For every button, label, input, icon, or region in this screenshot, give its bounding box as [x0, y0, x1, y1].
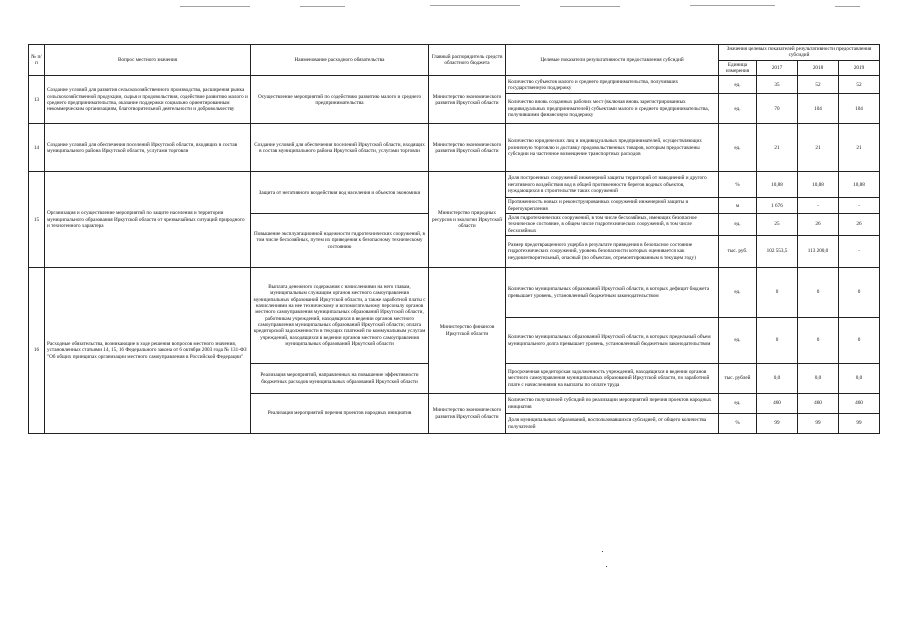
row-number: 15 [29, 172, 45, 268]
row-number: 16 [29, 268, 45, 434]
obligation-cell: Реализация мероприятий перечня проектов народных инициатив [251, 394, 429, 434]
scan-artifact [690, 5, 775, 6]
obligation-cell: Повышение эксплуатационной надежности гидротехнических сооружений, в том числе бесхозяйных, путем их приведения к безопасному техническому состоянию [251, 214, 429, 268]
manager-cell: Министерство экономического развития Иркутской области [429, 76, 506, 124]
value-2019: 0,0 [839, 364, 880, 394]
manager-cell: Министерство природных ресурсов и экологии Иркутской области [429, 172, 506, 268]
scan-artifact [430, 5, 520, 6]
unit-cell: м [719, 198, 757, 214]
indicator-cell: Доля построенных сооружений инженерной защиты территорий от наводнений и другого негативного воздействия вод в общей протяженности берегов водных объектов, нуждающихся в строительстве таких сооружений [506, 172, 719, 198]
value-2018: 113 200,0 [798, 236, 839, 268]
header-unit: Единица измерения [719, 60, 757, 76]
value-2017: 460 [757, 394, 798, 414]
obligation-cell: Осуществление мероприятий по содействию развитию малого и среднего предпринимательства [251, 76, 429, 124]
value-2017: 21 [757, 124, 798, 172]
indicator-cell: Количество муниципальных образований Иркутской области, в которых дефицит бюджета превышает уровень, установленный бюджетным законодательством [506, 268, 719, 318]
indicator-cell: Просроченная кредиторская задолженность учреждений, находящихся в ведении органов местного самоуправления муниципальных образований Иркутской области, по заработной плате с начислениями на выплаты по оплате труда [506, 364, 719, 394]
header-year-2019: 2019 [839, 60, 880, 76]
table-row [29, 268, 880, 318]
header-values-group: Значения целевых показателей результативности предоставления субсидий [719, 45, 880, 61]
manager-cell: Министерство финансов Иркутской области [429, 268, 506, 394]
unit-cell: % [719, 172, 757, 198]
obligation-cell: Выплата денежного содержания с начислениями на него главам, муниципальным служащим органов местного самоуправления муниципальных образований Иркутской области, а также заработной платы с начислениями на нее техническому и вспомогательному персоналу органов местного самоуправления муниципальных образований Иркутской области, работникам учреждений, находящихся в ведении органов местного самоуправления муниципальных образований Иркутской области; оплата кредиторской задолженности в текущих платежей по коммунальным услугам учреждений, находящихся в ведении органов местного самоуправления муниципальных образований Иркутской области [251, 268, 429, 364]
value-2019: - [839, 198, 880, 214]
obligation-cell: Создание условий для обеспечения поселений Иркутской области, входящих в состав муниципального района Иркутской области, услугами торговли [251, 124, 429, 172]
document-page [28, 44, 879, 434]
value-2018: 0 [798, 318, 839, 364]
value-2017: 99 [757, 414, 798, 434]
row-number: 13 [29, 76, 45, 124]
unit-cell: ед. [719, 76, 757, 94]
header-indicator: Целевые показатели результативности предоставления субсидий [506, 45, 719, 76]
unit-cell: ед. [719, 318, 757, 364]
scan-artifact [560, 6, 620, 7]
value-2017: 25 [757, 214, 798, 236]
manager-cell: Министерство экономического развития Иркутской области [429, 394, 506, 434]
value-2019: 104 [839, 94, 880, 124]
value-2018: 104 [798, 94, 839, 124]
value-2019: 460 [839, 394, 880, 414]
value-2019: 26 [839, 214, 880, 236]
header-question: Вопрос местного значения [45, 45, 251, 76]
header-num: № п/п [29, 45, 45, 76]
value-2018: 21 [798, 124, 839, 172]
question-cell: Расходные обязательства, возникающие в ходе решения вопросов местного значения, установленных статьями 14, 15, 16 Федерального закона от 6 октября 2003 года № 131-ФЗ "Об общих принципах организации местного самоуправления в Российской Федерации" [45, 268, 251, 434]
indicator-cell: Протяженность новых и реконструированных сооружений инженерной защиты и берегоукрепления [506, 198, 719, 214]
header-row [29, 45, 880, 61]
manager-cell: Министерство экономического развития Иркутской области [429, 124, 506, 172]
table-row [29, 124, 880, 172]
value-2019: 10,88 [839, 172, 880, 198]
indicator-cell: Количество муниципальных образований Иркутской области, в которых предельный объем муниципального долга превышает уровень, установленный бюджетным законодательством [506, 318, 719, 364]
question-cell: Создание условий для обеспечения поселений Иркутской области, входящих в состав муниципального района Иркутской области, услугами торговли [45, 124, 251, 172]
value-2018: 0,0 [798, 364, 839, 394]
scan-artifact [835, 6, 860, 7]
value-2017: 35 [757, 76, 798, 94]
value-2017: 1 676 [757, 198, 798, 214]
unit-cell: ед. [719, 124, 757, 172]
indicator-cell: Доля муниципальных образований, воспользовавшихся субсидией, от общего количества получателей [506, 414, 719, 434]
scan-artifact [180, 6, 250, 7]
header-obligation: Наименование расходного обязательства [251, 45, 429, 76]
value-2018: 26 [798, 214, 839, 236]
indicator-cell: Количество вновь созданных рабочих мест (включая вновь зарегистрированных индивидуальных предпринимателей) субъектами малого и среднего предпринимательства, получившими финансовую поддержку [506, 94, 719, 124]
indicator-cell: Количество юридических лиц и индивидуальных предпринимателей, осуществляющих розничную торговлю и доставку продовольственных товаров, которым предоставлены субсидии на частичное возмещение транспортных расходов [506, 124, 719, 172]
value-2017: 102 553,5 [757, 236, 798, 268]
unit-cell: ед. [719, 268, 757, 318]
value-2017: 0,0 [757, 364, 798, 394]
value-2017: 70 [757, 94, 798, 124]
value-2018: 52 [798, 76, 839, 94]
value-2018: 0 [798, 268, 839, 318]
value-2018: 99 [798, 414, 839, 434]
scan-artifact [300, 6, 345, 7]
indicator-cell: Размер предотвращенного ущерба в результате приведения в безопасное состояние гидротехнических сооружений, уровень безопасности которых оценивается как неудовлетворительный, опасный (по объектам, отремонтированным в текущем году) [506, 236, 719, 268]
value-2019: 21 [839, 124, 880, 172]
value-2019: 99 [839, 414, 880, 434]
subsidy-indicators-table [28, 44, 880, 434]
value-2019: - [839, 236, 880, 268]
header-year-2017: 2017 [757, 60, 798, 76]
header-year-2018: 2018 [798, 60, 839, 76]
value-2019: 0 [839, 318, 880, 364]
unit-cell: ед. [719, 94, 757, 124]
indicator-cell: Доля гидротехнических сооружений, в том числе бесхозяйных, имеющих безопасное техническое состояние, в общем числе гидротехнических сооружений, в том числе бесхозяйных [506, 214, 719, 236]
value-2019: 52 [839, 76, 880, 94]
value-2019: 0 [839, 268, 880, 318]
value-2018: 460 [798, 394, 839, 414]
scan-speck [602, 551, 603, 552]
unit-cell: тыс. рублей [719, 364, 757, 394]
row-number: 14 [29, 124, 45, 172]
unit-cell: % [719, 414, 757, 434]
value-2018: - [798, 198, 839, 214]
question-cell: Создание условий для развития сельскохозяйственного производства, расширения рынка сельскохозяйственной продукции, сырья и продовольствия, содействие развитию малого и среднего предпринимательства, оказание поддержки социально ориентированным некоммерческим организациям, благотворительной деятельности и добровольчеству [45, 76, 251, 124]
unit-cell: тыс. руб. [719, 236, 757, 268]
unit-cell: ед. [719, 394, 757, 414]
table-row [29, 76, 880, 94]
value-2018: 10,88 [798, 172, 839, 198]
table-row [29, 172, 880, 198]
header-manager: Главный распорядитель средств областного бюджета [429, 45, 506, 76]
obligation-cell: Защита от негативного воздействия вод населения и объектов экономики [251, 172, 429, 214]
indicator-cell: Количество субъектов малого и среднего предпринимательства, получивших государственную поддержку [506, 76, 719, 94]
obligation-cell: Реализация мероприятий, направленных на повышение эффективности бюджетных расходов муниципальных образований Иркутской области [251, 364, 429, 394]
value-2017: 0 [757, 318, 798, 364]
question-cell: Организация и осуществление мероприятий по защите населения и территории муниципального образования Иркутской области от чрезвычайных ситуаций природного и техногенного характера [45, 172, 251, 268]
value-2017: 10,88 [757, 172, 798, 198]
scan-speck [606, 566, 607, 567]
indicator-cell: Количество получателей субсидий по реализации мероприятий перечня проектов народных инициатив [506, 394, 719, 414]
unit-cell: ед. [719, 214, 757, 236]
value-2017: 0 [757, 268, 798, 318]
